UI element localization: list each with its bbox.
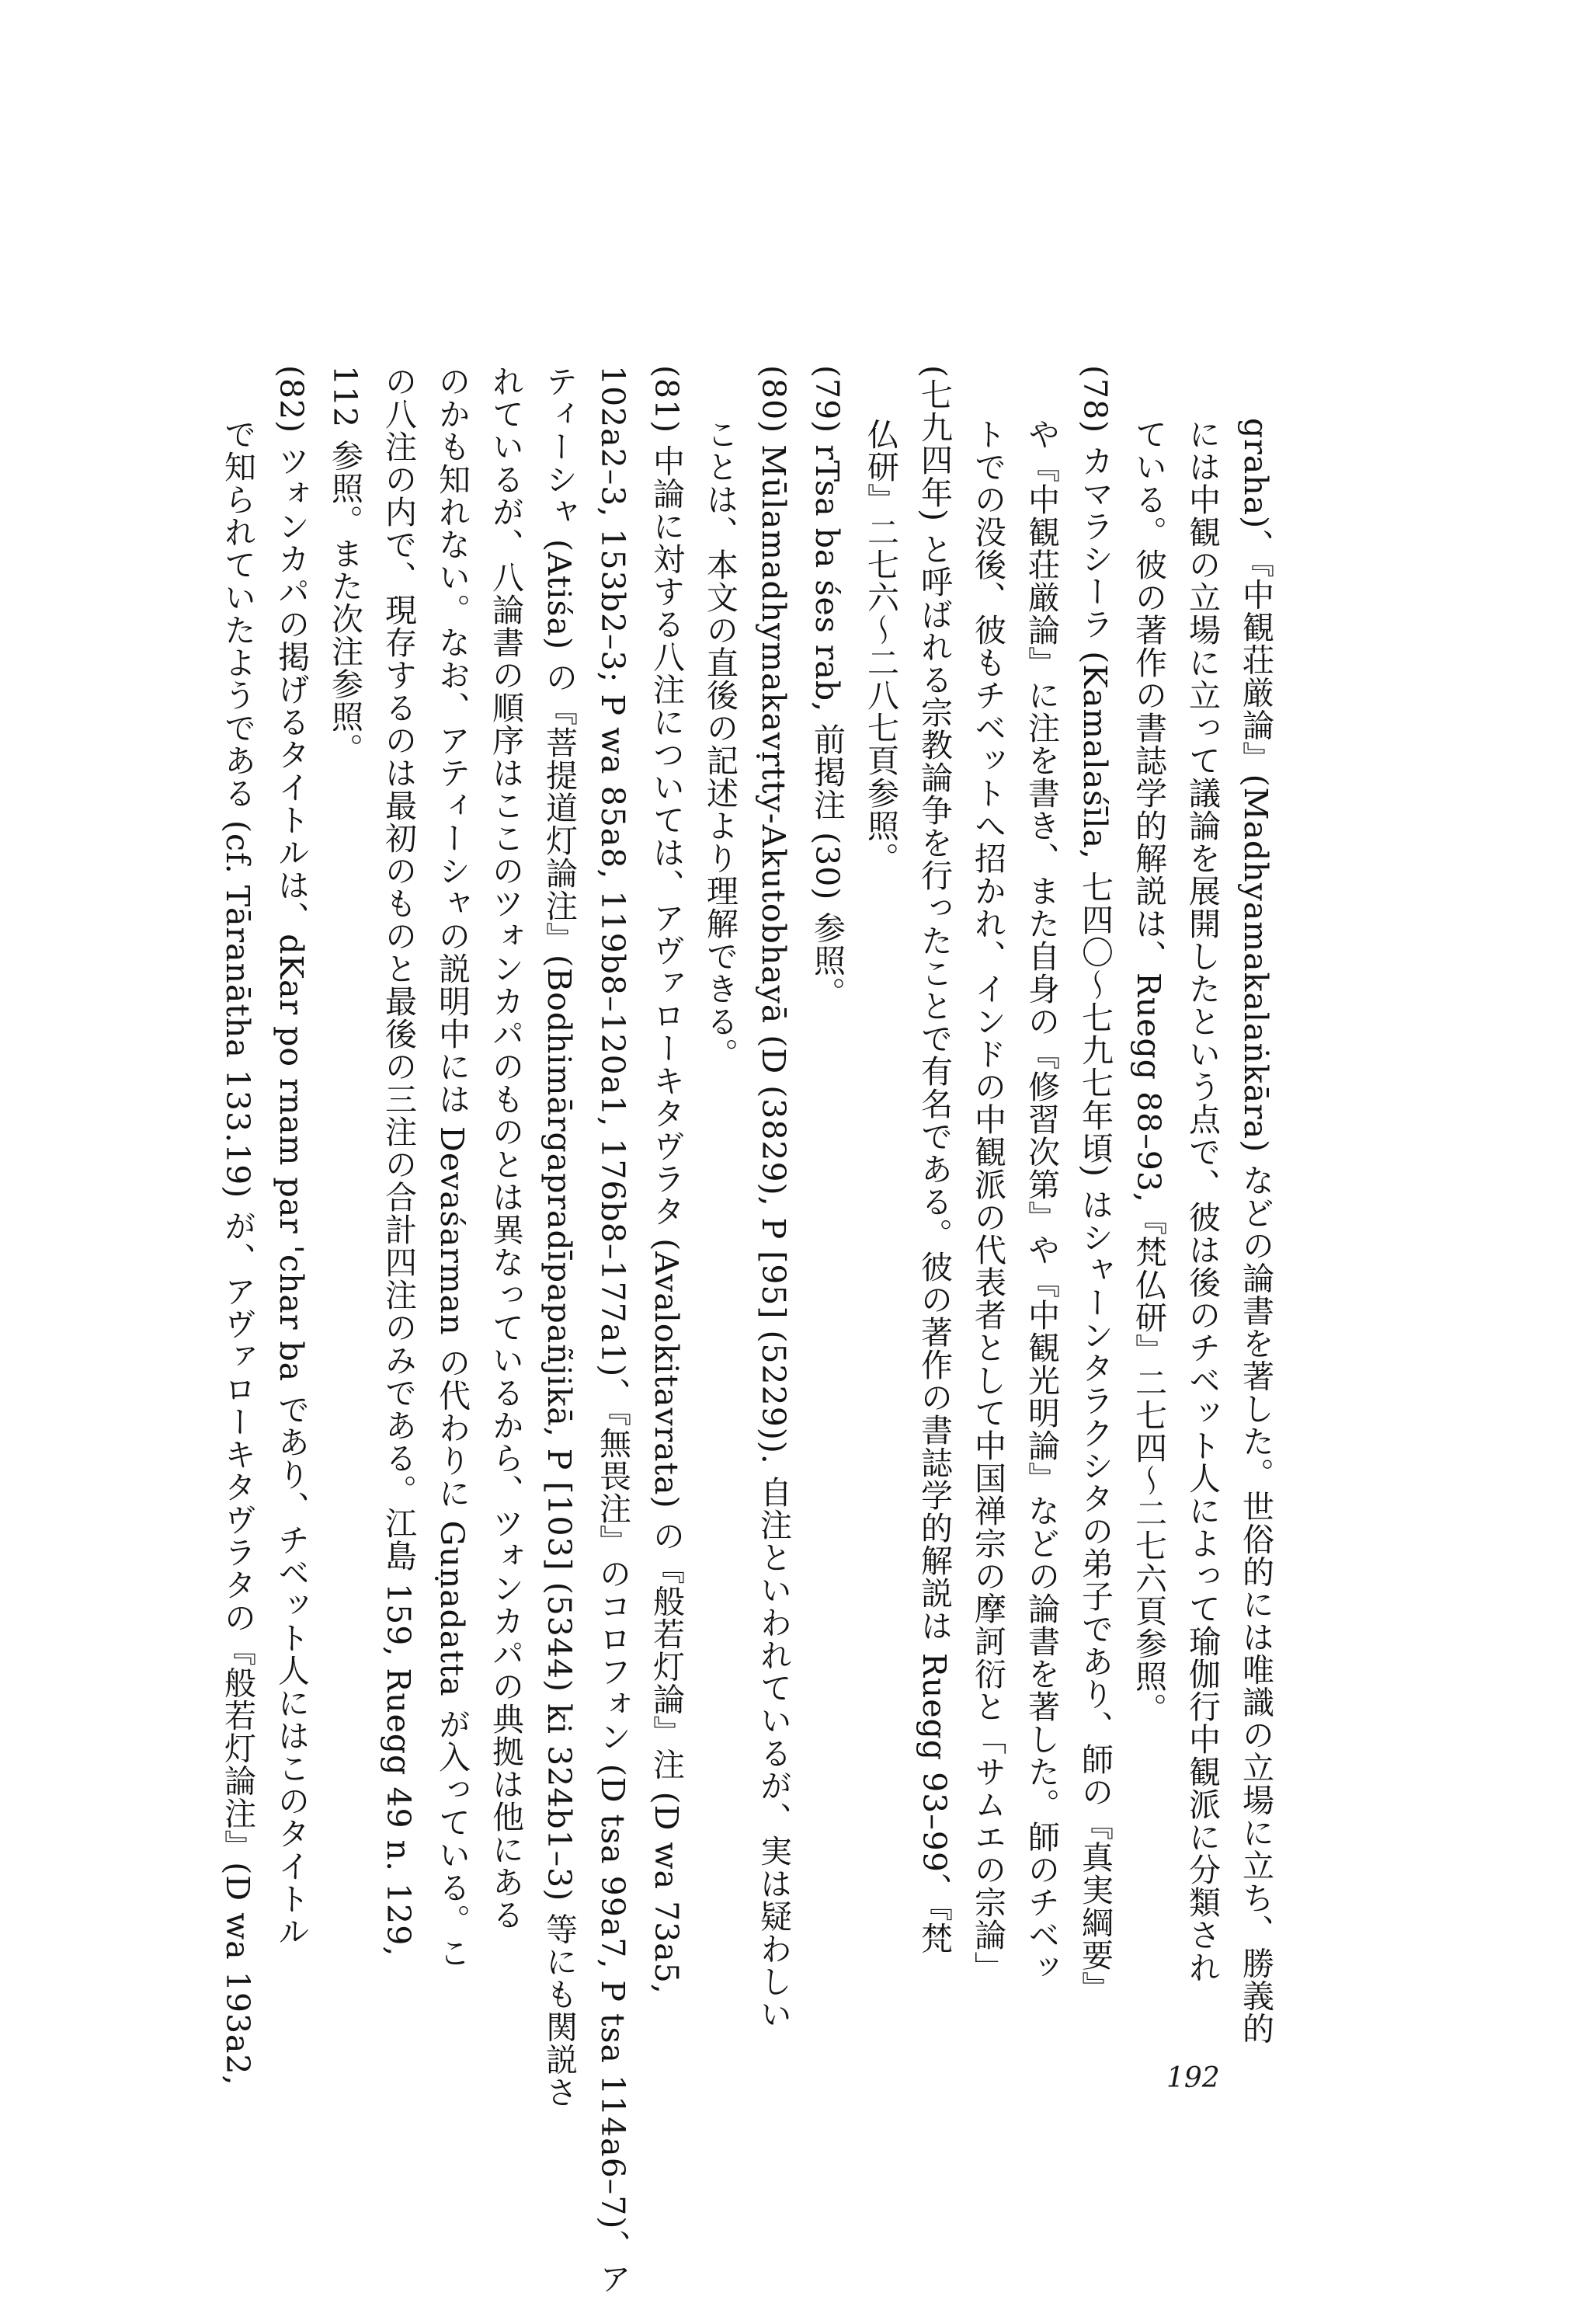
page-number: 192 xyxy=(1166,2062,1220,2094)
text-line-14: ティーシャ (Atiśa) の『菩提道灯論注』(Bodhimārgapradīpapañjikā, P [103] (5344) ki 324b1–3) 等にも関説さ xyxy=(540,365,578,2109)
text-line-18: 112 参照。また次注参照。 xyxy=(326,365,363,766)
text-line-6: トでの没後、彼もチベットへ招かれ、インドの中観派の代表者として中国禅宗の摩訶衍と「サムエの宗論」 xyxy=(969,418,1006,1984)
text-line-16: のかも知れない。なお、アティーシャの説明中には Devaśarman の代わりに Guṇadatta が入っている。こ xyxy=(433,365,471,1969)
note-79: (79) rTsa ba śes rab, 前掲注 (30) 参照。 xyxy=(808,365,846,1010)
note-80: (80) Mūlamadhymakavṛtty-Akutobhayā (D (3829), P [95] (5229)). 自注といわれているが、実は疑わしい xyxy=(755,365,792,2030)
note-78: (78) カマラシーラ (Kamalaśīla, 七四〇〜七九七年頃) はシャーンタラクシタの弟子であり、師の『真実綱要』 xyxy=(1076,365,1114,2004)
text-line-5: や『中観荘厳論』に注を書き、また自身の『修習次第』や『中観光明論』などの論書を著した。師のチベッ xyxy=(1023,418,1060,1984)
note-81: (81) 中論に対する八注については、アヴァローキタヴラタ (Avalokitavrata) の『般若灯論』注 (D wa 73a5, xyxy=(648,365,685,1995)
text-line-8: 仏研』二七六〜二八七頁参照。 xyxy=(862,418,899,875)
text-line-15: れているが、八論書の順序はここのツォンカパのものとは異なっているから、ツォンカパの典拠は他にある xyxy=(487,365,524,1931)
text-line-17: の八注の内で、現存するのは最初のものと最後の三注の合計四注のみである。江島 159, Ruegg 49 n. 129, xyxy=(380,365,417,1957)
text-line-11: ことは、本文の直後の記述より理解できる。 xyxy=(701,418,739,1070)
note-82: (82) ツォンカパの掲げるタイトルは、dKar po rnam par 'char ba であり、チベット人にはこのタイトル xyxy=(273,365,310,1948)
text-line-1: graha)、『中観荘厳論』(Madhyamakalaṅkāra) などの論書を著した。世俗的には唯識の立場に立ち、勝義的 xyxy=(1237,418,1274,2045)
text-line-2: には中観の立場に立って議論を展開したという点で、彼は後のチベット人によって瑜伽行中観派に分類され xyxy=(1183,418,1221,1984)
text-line-20: で知られていたようである (cf. Tāranātha 133.19) が、アヴァローキタヴラタの『般若灯論注』(D wa 193a2, xyxy=(219,418,256,2086)
text-line-13: 102a2–3, 153b2–3; P wa 85a8, 119b8–120a1, 176b8–177a1)、『無畏注』のコロフォン (D tsa 99a7, P tsa 114a6–7)、ア xyxy=(594,365,631,2295)
text-line-3: ている。彼の著作の書誌学的解説は、Ruegg 88–93,『梵仏研』二七四〜二七六頁参照。 xyxy=(1130,418,1167,1725)
text-line-7: (七九四年) と呼ばれる宗教論争を行ったことで有名である。彼の著作の書誌学的解説は Ruegg 93–99、『梵 xyxy=(916,365,953,1955)
